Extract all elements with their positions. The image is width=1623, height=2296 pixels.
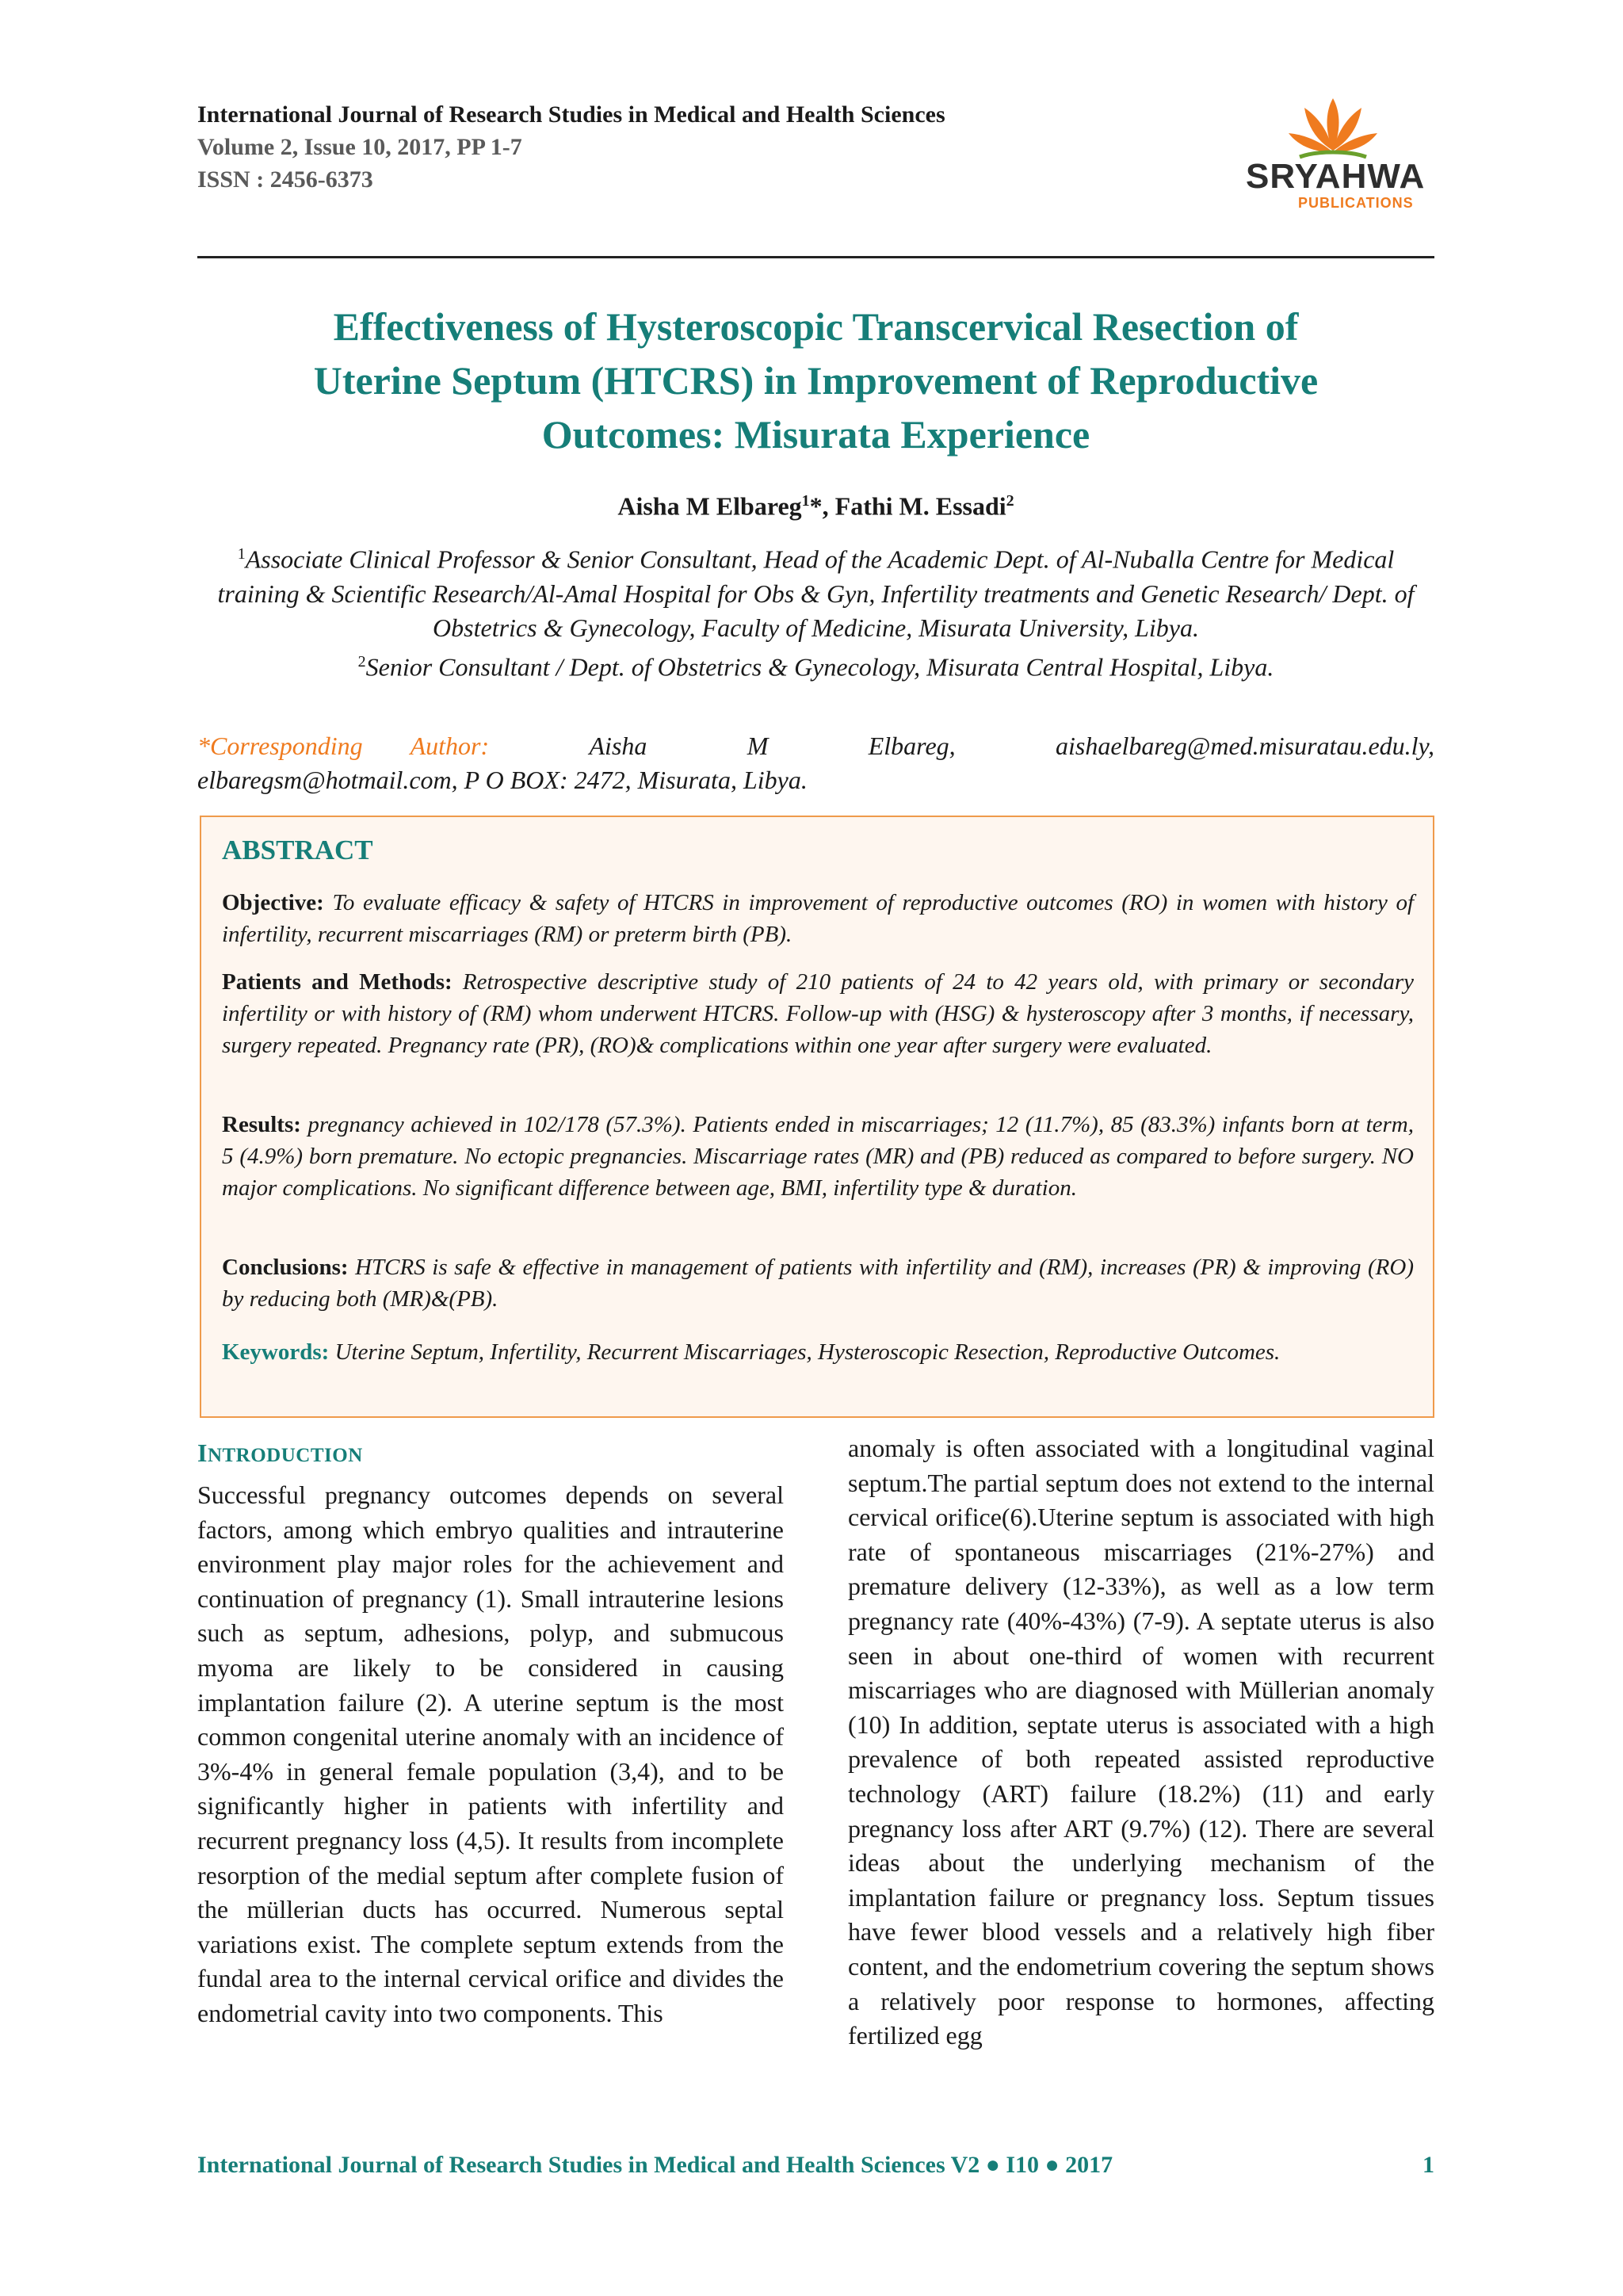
affiliation-1 (197, 537, 1434, 645)
affiliation-2-mark: 2 (357, 652, 366, 670)
introduction-heading-rest: NTRODUCTION (207, 1445, 363, 1466)
conclusions-label: Conclusions: (222, 1255, 349, 1280)
affiliation-1-mark: 1 (237, 545, 246, 563)
lotus-icon (1285, 95, 1381, 160)
corresponding-email-1[interactable]: aishaelbareg@med.misuratau.edu.ly, (1055, 732, 1434, 760)
corresponding-name-last: Elbareg, (868, 732, 956, 760)
intro-right-column: anomaly is often associated with a longitudinal vaginal septum.The partial septum does not extend to the internal cervical orifice(6).Uterine septum is associated with high rate of spontaneous miscarriages (21%-27%) and premature delivery (12-33%), as well as a low term pregnancy rate (40%-43%) (7-9). A septate uterus is also seen in about one-third of women with recurrent miscarriages who are diagnosed with Müllerian anomaly (10) In addition, septate uterus is associated with a high prevalence of both repeated assisted reproductive technology (ART) failure (18.2%) (11) and early pregnancy loss after ART (9.7%) (12). There are several ideas about the underlying mechanism of the implantation failure or pregnancy loss. Septum tissues have fewer blood vessels and a relatively high fiber content, and the endometrium covering the septum shows a relatively poor response to hormones, affecting fertilized egg (848, 1434, 1434, 2050)
author-1-mark: 1 (801, 492, 810, 510)
author-2: Fathi M. Essadi (834, 491, 1006, 521)
corresponding-name-middle: M (747, 732, 769, 760)
author-1: Aisha M Elbareg (617, 491, 802, 521)
page-number: 1 (1423, 2152, 1434, 2178)
results-text: pregnancy achieved in 102/178 (57.3%). Patients ended in miscarriages; 12 (11.7%), 85 (83.3%) infants born at term, 5 (4.9%) born premature. No ectopic pregnancies. Miscarriage rates (MR) and (PB) reduced as compared to before surgery. NO major complications. No significant difference between age, BMI, infertility type & duration. (222, 1112, 1414, 1201)
logo-wordmark: SRYAHWA (1246, 157, 1426, 196)
introduction-heading-initial: I (197, 1438, 208, 1467)
corresponding-name-first: Aisha (589, 732, 647, 760)
objective-text: To evaluate efficacy & safety of HTCRS in improvement of reproductive outcomes (RO) in women with history of infertility, recurrent miscarriages (RM) or preterm birth (PB). (222, 890, 1414, 947)
abstract-heading: ABSTRACT (222, 835, 373, 865)
keywords-label: Keywords: (222, 1339, 330, 1365)
article-title (197, 300, 1434, 461)
corresponding-star: *, (809, 491, 835, 521)
abstract-methods (222, 966, 1414, 1061)
title-line-2: Uterine Septum (HTCRS) in Improvement of Reproductive (313, 358, 1319, 403)
affiliation-2-text: Senior Consultant / Dept. of Obstetrics & Gynecology, Misurata Central Hospital, Libya. (365, 652, 1274, 682)
abstract-keywords (222, 1334, 1414, 1370)
abstract-box (200, 816, 1434, 1418)
page-footer (197, 2149, 1434, 2181)
objective-label: Objective: (222, 890, 324, 915)
journal-volume: Volume 2, Issue 10, 2017, PP 1-7 (197, 134, 522, 160)
journal-header (197, 98, 1228, 196)
methods-label: Patients and Methods: (222, 969, 453, 995)
corresponding-label (197, 729, 489, 763)
methods-text: Retrospective descriptive study of 210 patients of 24 to 42 years old, with primary or secondary infertility or with history of (RM) whom underwent HTCRS. Follow-up with (HSG) & hysteroscopy after 3 months, if necessary, surgery repeated. Pregnancy rate (PR), (RO)& complications within one year after surgery were evaluated. (222, 969, 1414, 1058)
abstract-results (222, 1109, 1414, 1204)
corresponding-line-1 (197, 729, 1434, 763)
corresponding-author (197, 729, 1434, 797)
conclusions-text: HTCRS is safe & effective in management of patients with infertility and (RM), increases (PR) & improving (RO) by reducing both (MR)&(PB). (222, 1255, 1414, 1312)
corresponding-label-1: *Corresponding (197, 732, 363, 760)
title-line-1: Effectiveness of Hysteroscopic Transcervical Resection of (333, 304, 1299, 349)
intro-left-column: Successful pregnancy outcomes depends on several factors, among which embryo qualities and intrauterine environment play major roles for the achievement and continuation of pregnancy (1). Small intrauterine lesions such as septum, adhesions, polyp, and submucous myoma are likely to be considered in causing implantation failure (2). A uterine septum is the most common congenital uterine anomaly with an incidence of 3%-4% in general female population (3,4), and to be significantly higher in patients with infertility and recurrent pregnancy loss (4,5). It results from incomplete resorption of the medial septum after complete fusion of the müllerian ducts has occurred. Numerous septal variations exist. The complete septum extends from the fundal area to the internal cervical orifice and divides the endometrial cavity into two components. This (197, 1480, 784, 2027)
title-line-3: Outcomes: Misurata Experience (541, 412, 1090, 457)
journal-issn: ISSN : 2456-6373 (197, 166, 373, 193)
results-label: Results: (222, 1112, 301, 1137)
affiliation-1-text: Associate Clinical Professor & Senior Consultant, Head of the Academic Dept. of Al-Nuballa Centre for Medical training & Scientific Research/Al-Amal Hospital for Obs & Gyn, Infertility treatments and Genetic Research/ Dept. of Obstetrics & Gynecology, Faculty of Medicine, Misurata University, Libya. (217, 544, 1415, 642)
introduction-heading (197, 1438, 363, 1468)
logo-subtitle: PUBLICATIONS (1298, 195, 1414, 211)
journal-name: International Journal of Research Studies in Medical and Health Sciences (197, 101, 945, 128)
affiliations (197, 537, 1434, 684)
corresponding-label-2: Author: (410, 732, 490, 760)
corresponding-line-2: elbaregsm@hotmail.com, P O BOX: 2472, Misurata, Libya. (197, 766, 808, 794)
header-divider (197, 256, 1434, 258)
author-2-mark: 2 (1006, 492, 1014, 510)
keywords-text: Uterine Septum, Infertility, Recurrent Miscarriages, Hysteroscopic Resection, Reproductive Outcomes. (334, 1339, 1281, 1365)
abstract-conclusions (222, 1251, 1414, 1315)
footer-journal: International Journal of Research Studies in Medical and Health Sciences V2 ● I10 ● 2017 (197, 2152, 1113, 2178)
publisher-logo (1228, 95, 1444, 214)
author-list (197, 485, 1434, 522)
affiliation-2 (197, 645, 1434, 685)
abstract-objective (222, 887, 1414, 950)
